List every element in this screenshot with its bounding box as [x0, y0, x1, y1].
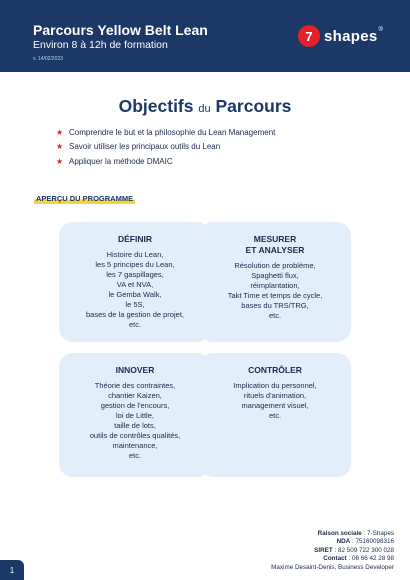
- company-logo: [298, 24, 383, 48]
- page-header: [0, 0, 410, 72]
- card-body-line: les 7 gaspillages,: [106, 270, 164, 279]
- card-body-line: loi de Little,: [116, 411, 154, 420]
- card-body-line: maintenance,: [112, 441, 158, 450]
- card-body-line: Implication du personnel,: [233, 381, 317, 390]
- objective-item: [56, 154, 376, 169]
- program-card-definir: [59, 222, 211, 342]
- card-body-line: VA et NVA,: [116, 280, 154, 289]
- objective-text: Comprendre le but et la philosophie du Lean Management: [69, 127, 276, 137]
- footer-value: : 7-Shapes: [361, 530, 394, 537]
- footer-value: : 75160098316: [350, 538, 394, 546]
- card-title-line: MESURER: [253, 234, 297, 244]
- course-duration: Environ 8 à 12h de formation: [33, 39, 168, 51]
- objectives-heading-word-2: Parcours: [215, 96, 292, 116]
- card-title-line: DÉFINIR: [118, 234, 152, 244]
- card-body-line: les 5 principes du Lean,: [95, 260, 175, 269]
- star-icon: ★: [56, 127, 64, 137]
- card-body-line: Takt Time et temps de cycle,: [227, 291, 323, 300]
- logo-text: shapes: [324, 27, 378, 45]
- card-body-line: etc.: [268, 411, 282, 420]
- program-card-controler: [199, 353, 351, 477]
- card-body-line: taille de lots,: [114, 421, 156, 430]
- objective-item: [56, 125, 376, 140]
- card-body-line: réimplantation,: [250, 281, 300, 290]
- card-body-line: rituels d'animation,: [243, 391, 307, 400]
- objectives-list: [56, 125, 376, 169]
- card-body-line: etc.: [128, 320, 142, 329]
- footer-value: : 82 509 722 300 028: [332, 546, 394, 554]
- logo-mark: 7: [298, 25, 320, 47]
- card-body-line: Résolution de problème,: [234, 261, 316, 270]
- card-title-line: ET ANALYSER: [245, 245, 305, 255]
- card-body-line: etc.: [128, 451, 142, 460]
- card-body: [59, 250, 211, 330]
- footer-label: SIRET: [314, 546, 333, 554]
- program-card-innover: [59, 353, 211, 477]
- footer-label: NDA: [336, 538, 351, 546]
- footer-line-contact: [271, 555, 394, 563]
- card-body-line: Spaghetti flux,: [251, 271, 299, 280]
- footer-line-raison-sociale: [271, 530, 394, 538]
- card-title-line: CONTRÔLER: [248, 365, 302, 375]
- footer-label: Contact: [323, 555, 347, 563]
- objective-text: Savoir utiliser les principaux outils du Lean: [69, 142, 221, 152]
- card-body-line: le 5S,: [125, 300, 145, 309]
- document-version: v. 14/02/2023: [33, 56, 63, 62]
- footer-contact-person: Maxime Desaint-Denis, Business Developer: [271, 563, 394, 571]
- card-title: [199, 365, 351, 376]
- footer-line-nda: [271, 538, 394, 546]
- card-body-line: le Gemba Walk,: [108, 290, 162, 299]
- course-title: Parcours Yellow Belt Lean: [33, 22, 208, 38]
- card-body-line: etc.: [268, 311, 282, 320]
- card-body-line: Théorie des contraintes,: [94, 381, 176, 390]
- card-title-line: INNOVER: [115, 365, 155, 375]
- objective-text: Appliquer la méthode DMAIC: [69, 156, 173, 166]
- footer-value: : 06 66 42 28 98: [346, 555, 394, 563]
- card-body: [199, 261, 351, 321]
- card-title: [199, 234, 351, 256]
- registered-mark: ®: [378, 27, 383, 33]
- star-icon: ★: [56, 156, 64, 166]
- footer-label: Raison sociale: [317, 530, 362, 537]
- company-info: [271, 530, 394, 572]
- card-body: [199, 381, 351, 421]
- star-icon: ★: [56, 142, 64, 152]
- card-body-line: bases du TRS/TRG,: [241, 301, 309, 310]
- objectives-heading-connector: du: [198, 103, 211, 115]
- objective-item: [56, 140, 376, 155]
- card-body-line: bases de la gestion de projet,: [86, 310, 184, 319]
- card-body-line: Histoire du Lean,: [106, 250, 164, 259]
- card-title: [59, 365, 211, 376]
- card-title: [59, 234, 211, 245]
- card-body-line: gestion de l'encours,: [100, 401, 170, 410]
- footer-line-siret: [271, 547, 394, 555]
- card-body-line: management visuel,: [241, 401, 309, 410]
- card-body: [59, 381, 211, 461]
- objectives-heading: [0, 96, 410, 117]
- card-body-line: chantier Kaizen,: [108, 391, 162, 400]
- page-number: 1: [0, 560, 24, 580]
- program-overview-label: APERÇU DU PROGRAMME: [36, 194, 134, 203]
- card-body-line: outils de contrôles qualités,: [89, 431, 181, 440]
- program-card-mesurer: [199, 222, 351, 342]
- objectives-heading-word: Objectifs: [118, 96, 194, 116]
